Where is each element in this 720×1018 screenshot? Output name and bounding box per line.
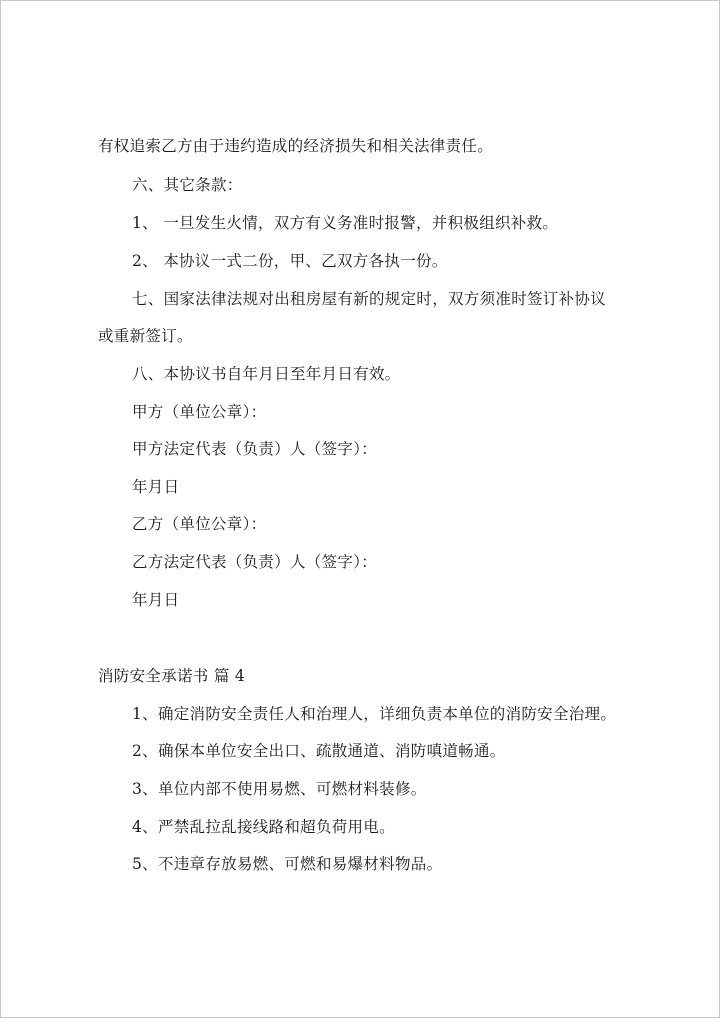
list-item: 2、 本协议一式二份，甲、乙双方各执一份。 (132, 252, 448, 270)
list-item: 4、严禁乱拉乱接线路和超负荷用电。 (132, 818, 395, 836)
signature-line: 甲方法定代表（负责）人（签字）： (132, 440, 378, 458)
signature-line: 甲方（单位公章）： (132, 403, 267, 421)
date-line: 年月日 (132, 591, 180, 609)
section-heading: 六、其它条款： (132, 176, 243, 194)
paragraph-line: 八、本协议书自年月日至年月日有效。 (132, 365, 401, 383)
list-item: 1、确定消防安全责任人和治理人，详细负责本单位的消防安全治理。 (132, 705, 617, 723)
signature-line: 乙方法定代表（负责）人（签字）： (132, 553, 378, 571)
list-item: 3、单位内部不使用易燃、可燃材料装修。 (132, 780, 427, 798)
paragraph-line: 或重新签订。 (98, 327, 193, 345)
list-item: 5、不违章存放易燃、可燃和易爆材料物品。 (132, 855, 443, 873)
paragraph-line: 七、国家法律法规对出租房屋有新的规定时，双方须准时签订补协议 (132, 290, 607, 308)
date-line: 年月日 (132, 478, 180, 496)
signature-line: 乙方（单位公章）： (132, 515, 267, 533)
list-item: 2、确保本单位安全出口、疏散通道、消防嗔道畅通。 (132, 742, 506, 760)
paragraph-line: 有权追索乙方由于违约造成的经济损失和相关法律责任。 (98, 137, 494, 155)
section-title: 消防安全承诺书 篇 4 (98, 667, 246, 685)
list-item: 1、 一旦发生火情，双方有义务准时报警，并积极组织补救。 (132, 214, 559, 232)
